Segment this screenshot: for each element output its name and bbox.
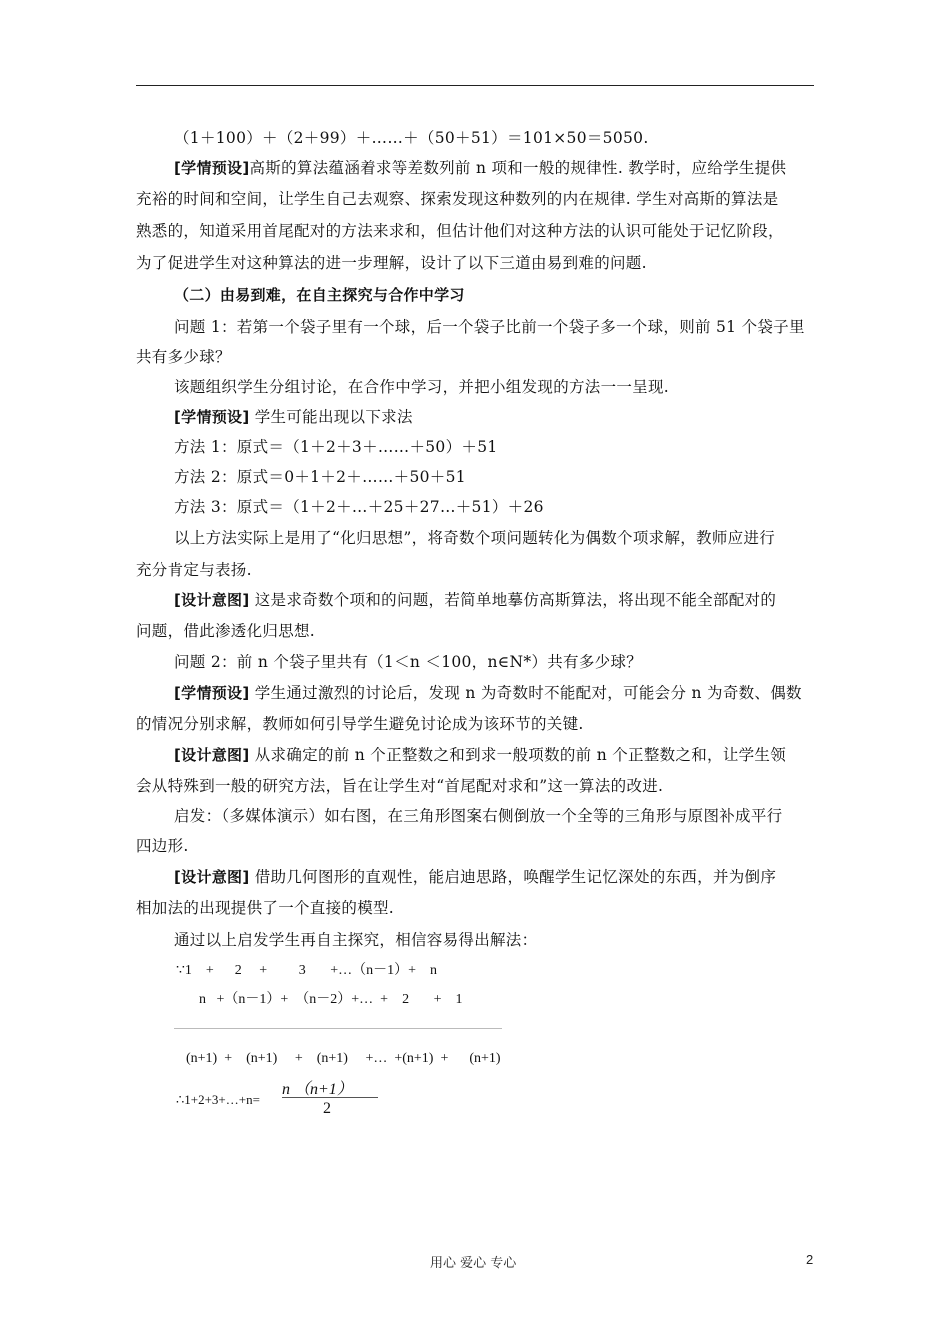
paragraph-line [174, 745, 854, 765]
tag-label: [设计意图] [174, 868, 250, 886]
method-line: 方法 3：原式＝（1＋2＋…＋25＋27…＋51）＋26 [174, 498, 544, 516]
method-line: 方法 2：原式＝0＋1＋2＋……＋50＋51 [174, 468, 466, 486]
paragraph-line [174, 158, 854, 178]
tag-label: [设计意图] [174, 591, 250, 609]
page-number: 2 [806, 1252, 814, 1267]
paragraph-line: 的情况分别求解，教师如何引导学生避免讨论成为该环节的关键. [136, 715, 584, 733]
text-span: 借助几何图形的直观性，能启迪思路，唤醒学生记忆深处的东西，并为倒序 [249, 868, 777, 886]
sum-row-reverse: n +（n－1）+ （n－2）+… + 2 + 1 [199, 992, 463, 1007]
result-prefix: ∴1+2+3+…+n= [176, 1092, 260, 1107]
paragraph-line: 启发：（多媒体演示）如右图，在三角形图案右侧倒放一个全等的三角形与原图补成平行 [174, 807, 783, 825]
sum-row-forward: ∵1 + 2 + 3 +…（n－1）+ n [176, 963, 437, 978]
header-rule [136, 85, 814, 86]
paragraph-line: 问题，借此渗透化归思想. [136, 622, 316, 640]
fraction-bar [282, 1097, 378, 1098]
paragraph-line: 四边形. [136, 837, 189, 855]
section-heading: （二）由易到难，在自主探究与合作中学习 [174, 286, 465, 304]
sum-row-total: (n+1) + (n+1) + (n+1) +… +(n+1) + (n+1) [186, 1051, 501, 1066]
paragraph-line: 熟悉的，知道采用首尾配对的方法来求和，但估计他们对这种方法的认识可能处于记忆阶段， [136, 222, 784, 240]
equation-line: （1＋100）＋（2＋99）＋……＋（50＋51）＝101×50＝5050. [174, 129, 649, 147]
paragraph-line: 充裕的时间和空间，让学生自己去观察、探索发现这种数列的内在规律. 学生对高斯的算法是 [136, 190, 779, 208]
tag-label: [学情预设] [174, 408, 250, 426]
footer-text: 用心 爱心 专心 [430, 1256, 517, 1271]
paragraph-line: 充分肯定与表扬. [136, 561, 252, 579]
text-span: 学生可能出现以下求法 [249, 408, 413, 426]
paragraph-line [174, 683, 854, 703]
text-span: 从求确定的前 n 个正整数之和到求一般项数的前 n 个正整数之和，让学生领 [249, 746, 787, 764]
paragraph-line: 通过以上启发学生再自主探究，相信容易得出解法： [174, 931, 538, 949]
paragraph-line: 相加法的出现提供了一个直接的模型. [136, 899, 395, 917]
tag-label: [设计意图] [174, 746, 250, 764]
paragraph-line: 该题组织学生分组讨论，在合作中学习，并把小组发现的方法一一呈现. [174, 378, 670, 396]
sum-divider [174, 1028, 502, 1029]
method-line: 方法 1：原式＝（1＋2＋3＋……＋50）＋51 [174, 438, 498, 456]
text-span: 高斯的算法蕴涵着求等差数列前 n 项和一般的规律性. 教学时，应给学生提供 [249, 159, 787, 177]
text-span: 学生通过激烈的讨论后，发现 n 为奇数时不能配对，可能会分 n 为奇数、偶数 [249, 684, 802, 702]
tag-label: [学情预设] [174, 684, 250, 702]
paragraph-line [174, 867, 854, 887]
fraction-denominator: 2 [323, 1100, 331, 1117]
paragraph-line: 会从特殊到一般的研究方法，旨在让学生对“首尾配对求和”这一算法的改进. [136, 777, 664, 795]
text-span: 这是求奇数个项和的问题，若简单地摹仿高斯算法，将出现不能全部配对的 [249, 591, 777, 609]
paragraph-line: 以上方法实际上是用了“化归思想”，将奇数个项问题转化为偶数个项求解，教师应进行 [174, 529, 776, 547]
paragraph-line [174, 407, 854, 427]
paragraph-line: 问题 1：若第一个袋子里有一个球，后一个袋子比前一个袋子多一个球，则前 51 个袋子里 [174, 318, 805, 336]
paragraph-line: 问题 2：前 n 个袋子里共有（1＜n ＜100，n∈N*）共有多少球？ [174, 653, 643, 671]
tag-label: [学情预设] [174, 159, 250, 177]
paragraph-line: 共有多少球？ [136, 348, 231, 366]
paragraph-line [174, 590, 854, 610]
paragraph-line: 为了促进学生对这种算法的进一步理解，设计了以下三道由易到难的问题. [136, 254, 647, 272]
fraction-numerator: n （n+1） [282, 1081, 353, 1098]
